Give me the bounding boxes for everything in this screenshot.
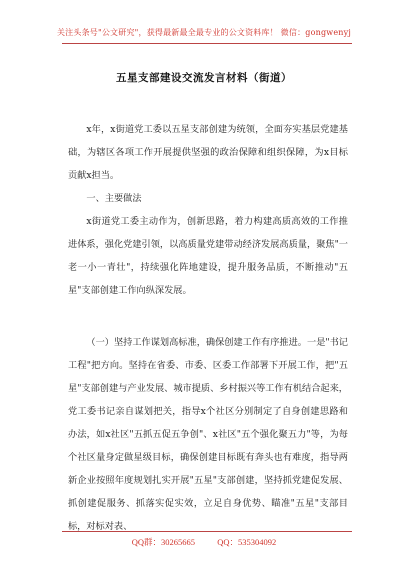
section-heading: 一、主要做法 <box>86 193 142 204</box>
footer <box>0 536 408 548</box>
footer-qq-group: QQ群：30265665 <box>131 537 196 547</box>
section-paragraph: x街道党工委主动作为，创新思路，着力构建高质高效的工作推进体系，强化党建引领，以高质量党建带动经济发展高质量，聚焦"一老一小一青壮"，持续强化阵地建设，提升服务品质，不断推动"五星"支部创建工作向纵深发展。 <box>68 216 348 296</box>
header-divider <box>62 43 352 44</box>
footer-qq: QQ：535304092 <box>217 537 277 547</box>
section-heading-block <box>68 187 348 210</box>
footer-divider <box>62 531 352 532</box>
intro-block <box>68 118 348 187</box>
subsection-block <box>68 331 348 538</box>
document-title: 五星支部建设交流发言材料（街道） <box>116 72 292 84</box>
header-note: 关注头条号"公文研究"，获得最新最全最专业的公文资料库！ 微信：gongwenyj <box>56 28 352 37</box>
intro-paragraph: x年，x街道党工委以五星支部创建为统领，全面夯实基层党建基础，为辖区各项工作开展提供坚强的政治保障和组织保障，为x目标贡献x担当。 <box>68 124 348 181</box>
section-block <box>68 210 348 302</box>
subsection-paragraph: （一）坚持工作谋划高标准，确保创建工作有序推进。一是"书记工程"把方向。坚持在省委、市委、区委工作部署下开展工作，把"五星"支部创建与产业发展、城市提质、乡村振兴等工作有机结合起来，党工委书记亲自谋划把关，指导x个社区分别制定了自身创建思路和办法，如x社区"五抓五促五争创"、x社区"五个强化聚五力"等，为每个社区量身定做星级目标，确保创建目标既有奔头也有难度，指导两新企业按照年度规划扎实开展"五星"支部创建，坚持抓党建促发展、抓创建促服务、抓落实促实效，立足自身优势、瞄准"五星"支部目标，对标对表、 <box>68 337 348 532</box>
